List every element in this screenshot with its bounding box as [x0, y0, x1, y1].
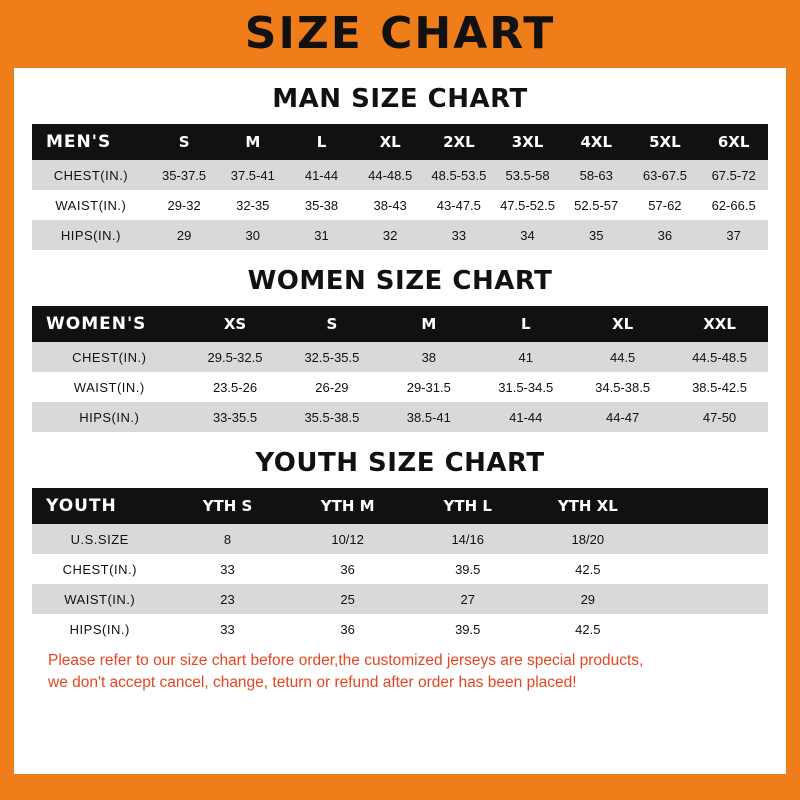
table-cell: 29.5-32.5 — [187, 342, 284, 372]
table-cell: 34 — [493, 220, 562, 250]
note-line-2: we don't accept cancel, change, teturn or refund after order has been placed! — [48, 674, 577, 692]
table-cell: 29 — [528, 584, 648, 614]
page-title: SIZE CHART — [244, 8, 556, 59]
column-header: M — [218, 124, 287, 160]
table-cell: 36 — [631, 220, 700, 250]
table-cell: 8 — [167, 524, 287, 554]
row-label: WAIST(IN.) — [32, 372, 187, 402]
chart-content — [14, 68, 786, 774]
table-cell: 37 — [699, 220, 768, 250]
column-header: YTH M — [288, 488, 408, 524]
table-cell: 33 — [167, 554, 287, 584]
table-header-row — [32, 488, 768, 524]
row-label: WAIST(IN.) — [32, 190, 150, 220]
table-cell: 18/20 — [528, 524, 648, 554]
table-cell: 34.5-38.5 — [574, 372, 671, 402]
column-header: S — [283, 306, 380, 342]
row-label: CHEST(IN.) — [32, 554, 167, 584]
men-size-table — [32, 124, 768, 250]
table-cell: 32-35 — [218, 190, 287, 220]
table-cell: 32.5-35.5 — [283, 342, 380, 372]
table-cell: 29-32 — [150, 190, 219, 220]
table-cell: 63-67.5 — [631, 160, 700, 190]
table-cell: 48.5-53.5 — [425, 160, 494, 190]
row-label: HIPS(IN.) — [32, 614, 167, 644]
table-cell: 14/16 — [408, 524, 528, 554]
table-cell: 33 — [167, 614, 287, 644]
order-policy-note — [32, 644, 768, 695]
column-header: 5XL — [631, 124, 700, 160]
youth-size-table — [32, 488, 768, 644]
table-row — [32, 584, 768, 614]
table-cell: 23.5-26 — [187, 372, 284, 402]
note-line-1: Please refer to our size chart before order,the customized jerseys are special products, — [48, 652, 644, 669]
table-cell: 10/12 — [288, 524, 408, 554]
table-cell: 44.5 — [574, 342, 671, 372]
footer-banner — [0, 774, 800, 800]
column-header: 6XL — [699, 124, 768, 160]
column-header: 4XL — [562, 124, 631, 160]
row-label: U.S.SIZE — [32, 524, 167, 554]
table-cell: 38.5-41 — [380, 402, 477, 432]
table-cell: 57-62 — [631, 190, 700, 220]
column-header: 3XL — [493, 124, 562, 160]
column-header: M — [380, 306, 477, 342]
table-cell-empty — [648, 614, 768, 644]
table-cell: 35 — [562, 220, 631, 250]
column-header: XS — [187, 306, 284, 342]
table-cell: 37.5-41 — [218, 160, 287, 190]
table-cell: 35-37.5 — [150, 160, 219, 190]
table-cell: 42.5 — [528, 554, 648, 584]
table-cell: 31 — [287, 220, 356, 250]
table-cell: 35.5-38.5 — [283, 402, 380, 432]
table-cell: 33 — [425, 220, 494, 250]
table-cell: 29 — [150, 220, 219, 250]
table-cell: 38 — [380, 342, 477, 372]
table-row — [32, 614, 768, 644]
table-cell: 53.5-58 — [493, 160, 562, 190]
table-cell: 62-66.5 — [699, 190, 768, 220]
table-cell-empty — [648, 524, 768, 554]
column-header-empty — [648, 488, 768, 524]
table-cell: 47.5-52.5 — [493, 190, 562, 220]
table-cell: 36 — [288, 554, 408, 584]
table-cell: 44-48.5 — [356, 160, 425, 190]
table-row — [32, 402, 768, 432]
section-title-youth: YOUTH SIZE CHART — [255, 448, 545, 478]
table-cell: 47-50 — [671, 402, 768, 432]
table-cell: 44-47 — [574, 402, 671, 432]
table-row — [32, 190, 768, 220]
section-title-men: MAN SIZE CHART — [272, 84, 528, 114]
table-cell: 32 — [356, 220, 425, 250]
table-cell: 31.5-34.5 — [477, 372, 574, 402]
table-row — [32, 554, 768, 584]
table-cell: 27 — [408, 584, 528, 614]
table-cell: 39.5 — [408, 554, 528, 584]
table-cell: 41 — [477, 342, 574, 372]
table-header-row — [32, 306, 768, 342]
column-header: L — [477, 306, 574, 342]
table-cell: 42.5 — [528, 614, 648, 644]
table-cell: 67.5-72 — [699, 160, 768, 190]
table-cell: 58-63 — [562, 160, 631, 190]
column-header: MEN'S — [32, 124, 150, 160]
column-header: YOUTH — [32, 488, 167, 524]
table-cell: 52.5-57 — [562, 190, 631, 220]
table-cell-empty — [648, 554, 768, 584]
section-title-women: WOMEN SIZE CHART — [247, 266, 553, 296]
column-header: XXL — [671, 306, 768, 342]
table-row — [32, 160, 768, 190]
column-header: XL — [356, 124, 425, 160]
table-cell: 26-29 — [283, 372, 380, 402]
table-cell: 35-38 — [287, 190, 356, 220]
women-size-table — [32, 306, 768, 432]
table-cell: 23 — [167, 584, 287, 614]
table-cell-empty — [648, 584, 768, 614]
table-cell: 36 — [288, 614, 408, 644]
table-cell: 29-31.5 — [380, 372, 477, 402]
column-header: YTH S — [167, 488, 287, 524]
column-header: XL — [574, 306, 671, 342]
table-row — [32, 524, 768, 554]
row-label: HIPS(IN.) — [32, 220, 150, 250]
column-header: S — [150, 124, 219, 160]
table-row — [32, 372, 768, 402]
header-banner — [0, 0, 800, 68]
row-label: WAIST(IN.) — [32, 584, 167, 614]
table-cell: 39.5 — [408, 614, 528, 644]
table-cell: 33-35.5 — [187, 402, 284, 432]
table-header-row — [32, 124, 768, 160]
row-label: CHEST(IN.) — [32, 160, 150, 190]
table-row — [32, 342, 768, 372]
column-header: 2XL — [425, 124, 494, 160]
table-cell: 43-47.5 — [425, 190, 494, 220]
table-cell: 38.5-42.5 — [671, 372, 768, 402]
table-cell: 41-44 — [477, 402, 574, 432]
column-header: WOMEN'S — [32, 306, 187, 342]
table-cell: 41-44 — [287, 160, 356, 190]
table-cell: 30 — [218, 220, 287, 250]
table-cell: 38-43 — [356, 190, 425, 220]
table-cell: 25 — [288, 584, 408, 614]
table-cell: 44.5-48.5 — [671, 342, 768, 372]
table-row — [32, 220, 768, 250]
column-header: YTH XL — [528, 488, 648, 524]
column-header: YTH L — [408, 488, 528, 524]
row-label: HIPS(IN.) — [32, 402, 187, 432]
column-header: L — [287, 124, 356, 160]
row-label: CHEST(IN.) — [32, 342, 187, 372]
